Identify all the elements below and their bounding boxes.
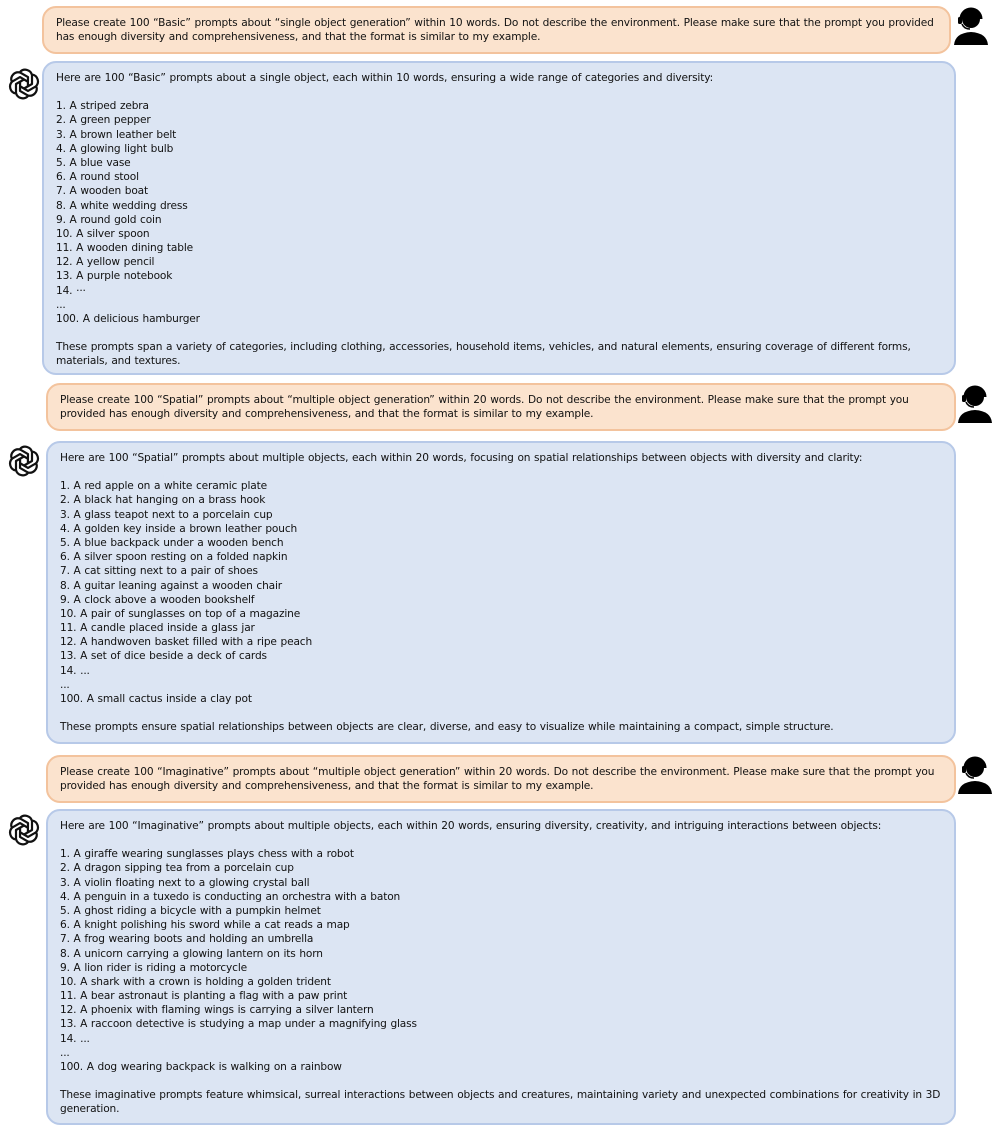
list-item: 11. A wooden dining table [56,242,193,255]
list-item: 2. A green pepper [56,114,151,127]
list-item: 4. A glowing light bulb [56,142,174,155]
list-item: 14. ... [60,1032,90,1045]
list-item: 4. A golden key inside a brown leather pouch [60,522,298,535]
list-item: 7. A wooden boat [56,185,148,198]
list-item: 9. A lion rider is riding a motorcycle [60,961,248,974]
list-item: 8. A unicorn carrying a glowing lantern on its horn [60,947,323,960]
prompt-list [60,479,942,706]
list-item: 100. A small cactus inside a clay pot [60,693,252,706]
list-item: 9. A round gold coin [56,213,162,226]
list-item: 8. A white wedding dress [56,199,188,212]
list-item: 11. A bear astronaut is planting a flag with a paw print [60,990,348,1003]
list-item: 8. A guitar leaning against a wooden chair [60,579,283,592]
list-item: 1. A striped zebra [56,100,149,113]
list-item: 3. A brown leather belt [56,128,177,141]
assistant-outro: These prompts ensure spatial relationships between objects are clear, diverse, and easy to visualize while maintaining a compact, simple structure. [60,721,834,734]
list-item: 100. A dog wearing backpack is walking on a rainbow [60,1061,342,1074]
list-item: 1. A giraffe wearing sunglasses plays chess with a robot [60,848,354,861]
list-item: 5. A blue backpack under a wooden bench [60,536,284,549]
list-item: 4. A penguin in a tuxedo is conducting an orchestra with a baton [60,890,401,903]
list-item: 13. A set of dice beside a deck of cards [60,650,267,663]
list-item: 12. A handwoven basket filled with a ripe peach [60,636,313,649]
list-item: 6. A silver spoon resting on a folded napkin [60,551,288,564]
list-item: 1. A red apple on a white ceramic plate [60,480,267,493]
user-message-text: Please create 100 “Spatial” prompts about “multiple object generation” within 20 words. Do not describe the environment. Please make sure that the prompt you provided has enough diversity and comprehensiveness, and that the format is similar to my example. [60,394,909,421]
list-item: 14. ··· [56,284,86,297]
list-item: ... [56,298,66,311]
list-item: 10. A silver spoon [56,227,150,240]
assistant-avatar-icon [6,812,42,848]
list-item: 2. A black hat hanging on a brass hook [60,494,266,507]
list-item: 9. A clock above a wooden bookshelf [60,593,255,606]
list-item: 13. A purple notebook [56,270,173,283]
list-item: 5. A ghost riding a bicycle with a pumpkin helmet [60,904,321,917]
list-item: 10. A shark with a crown is holding a golden trident [60,975,331,988]
user-avatar-icon [956,384,994,424]
assistant-avatar-icon [6,443,42,479]
list-item: 3. A violin floating next to a glowing crystal ball [60,876,310,889]
list-item: ... [60,678,70,691]
list-item: 5. A blue vase [56,156,131,169]
user-avatar-icon [952,6,990,46]
list-item: 6. A round stool [56,171,139,184]
list-item: 10. A pair of sunglasses on top of a magazine [60,607,301,620]
list-item: 6. A knight polishing his sword while a cat reads a map [60,919,350,932]
assistant-message-1 [42,61,956,375]
user-avatar-icon [956,755,994,795]
user-message-3 [46,755,956,803]
assistant-intro: Here are 100 “Spatial” prompts about multiple objects, each within 20 words, focusing on spatial relationships between objects with diversity and clarity: [60,452,863,464]
assistant-intro: Here are 100 “Basic” prompts about a single object, each within 10 words, ensuring a wide range of categories and diversity: [56,72,714,84]
list-item: ... [60,1046,70,1059]
user-message-2 [46,383,956,431]
list-item: 3. A glass teapot next to a porcelain cup [60,508,273,521]
assistant-outro: These prompts span a variety of categories, including clothing, accessories, household items, vehicles, and natural elements, ensuring coverage of different forms, materials, and textures. [56,341,911,368]
user-message-1 [42,6,951,54]
user-message-text: Please create 100 “Imaginative” prompts about “multiple object generation” within 20 words. Do not describe the environment. Please make sure that the prompt you provided has enough diversity and comprehensiveness, and that the format is similar to my example. [60,766,935,793]
assistant-message-3 [46,809,956,1125]
assistant-message-2 [46,441,956,744]
prompt-list [60,847,942,1074]
list-item: 11. A candle placed inside a glass jar [60,622,255,635]
list-item: 14. ... [60,664,90,677]
list-item: 7. A cat sitting next to a pair of shoes [60,565,258,578]
list-item: 2. A dragon sipping tea from a porcelain cup [60,862,294,875]
list-item: 100. A delicious hamburger [56,313,200,326]
user-message-text: Please create 100 “Basic” prompts about “single object generation” within 10 words. Do not describe the environment. Please make sure that the prompt you provided has enough diversity and comprehensiveness, and that the format is similar to my example. [56,17,934,44]
list-item: 12. A phoenix with flaming wings is carrying a silver lantern [60,1004,374,1017]
prompt-list [56,99,942,326]
list-item: 13. A raccoon detective is studying a map under a magnifying glass [60,1018,417,1031]
list-item: 12. A yellow pencil [56,256,155,269]
assistant-avatar-icon [6,66,42,102]
assistant-outro: These imaginative prompts feature whimsical, surreal interactions between objects and creatures, maintaining variety and unexpected combinations for creativity in 3D generation. [60,1089,941,1116]
list-item: 7. A frog wearing boots and holding an umbrella [60,933,314,946]
assistant-intro: Here are 100 “Imaginative” prompts about multiple objects, each within 20 words, ensuring diversity, creativity, and intriguing interactions between objects: [60,820,882,832]
